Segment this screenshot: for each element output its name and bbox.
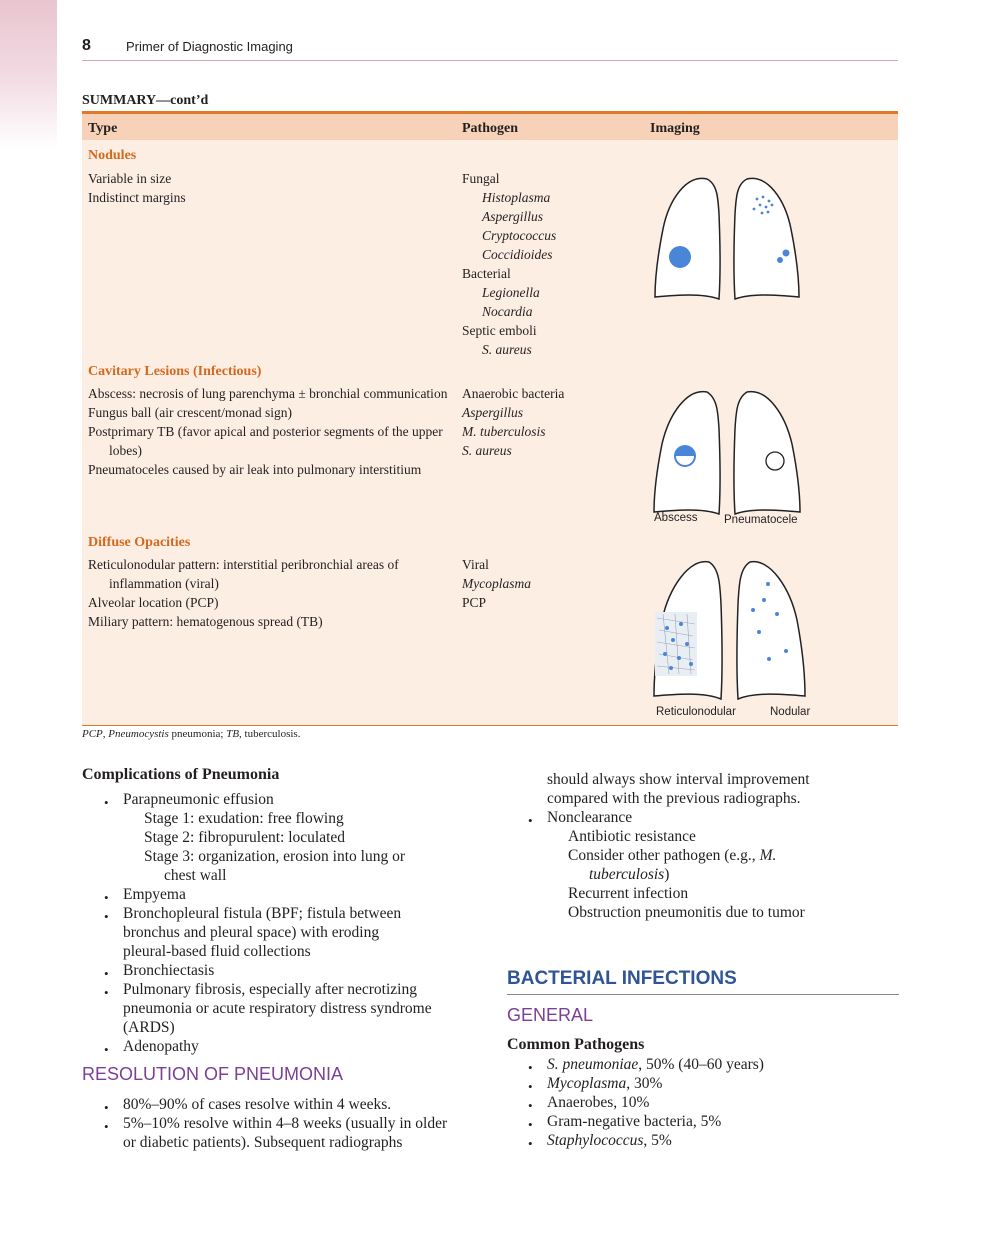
list-item: bronchus and pleural space) with eroding bbox=[123, 924, 380, 941]
nodules-type: Variable in size bbox=[88, 171, 172, 186]
list-item: Stage 3: organization, erosion into lung or bbox=[144, 848, 406, 865]
nodules-type: Indistinct margins bbox=[88, 190, 186, 205]
list-item: Staphylococcus, 5% bbox=[547, 1132, 672, 1149]
list-item: or diabetic patients). Subsequent radiographs bbox=[123, 1134, 403, 1151]
list-item: Anaerobes, 10% bbox=[547, 1094, 650, 1111]
bullet-icon: • bbox=[528, 813, 533, 828]
pathogen: Legionella bbox=[482, 285, 540, 300]
pathogens-block bbox=[507, 1006, 899, 1156]
bullet-icon: • bbox=[528, 1136, 533, 1151]
list-item: Bronchopleural fistula (BPF; fistula between bbox=[123, 905, 402, 922]
list-item: chest wall bbox=[164, 867, 227, 884]
cavitary-type: lobes) bbox=[109, 443, 142, 458]
pathogen: Mycoplasma bbox=[462, 576, 531, 591]
list-item: 5%–10% resolve within 4–8 weeks (usually in older bbox=[123, 1115, 448, 1132]
general-heading: GENERAL bbox=[507, 1005, 594, 1025]
pathogen: Aspergillus bbox=[482, 209, 544, 224]
pathogen: Aspergillus bbox=[462, 405, 524, 420]
label-reticulonodular: Reticulonodular bbox=[656, 706, 736, 718]
list-item: (ARDS) bbox=[123, 1019, 175, 1036]
continued-text: should always show interval improvement bbox=[547, 771, 810, 788]
diffuse-type: Miliary pattern: hematogenous spread (TB) bbox=[88, 614, 323, 629]
section-diffuse-heading: Diffuse Opacities bbox=[88, 535, 191, 550]
bullet-icon: • bbox=[528, 1079, 533, 1094]
bullet-icon: • bbox=[104, 966, 109, 981]
section-nodules-heading: Nodules bbox=[88, 148, 137, 163]
cavitary-type: Postprimary TB (favor apical and posterior segments of the upper bbox=[88, 424, 443, 439]
pathogen: S. aureus bbox=[482, 342, 532, 357]
right-column bbox=[507, 770, 899, 940]
nodules-lung-diagram bbox=[647, 169, 807, 304]
bullet-icon: • bbox=[528, 1117, 533, 1132]
bacterial-infections-heading: BACTERIAL INFECTIONS bbox=[507, 968, 737, 989]
list-item: Pulmonary fibrosis, especially after necrotizing bbox=[123, 981, 417, 998]
list-item: pneumonia or acute respiratory distress syndrome bbox=[123, 1000, 432, 1017]
common-pathogens-heading: Common Pathogens bbox=[507, 1036, 645, 1053]
bullet-icon: • bbox=[104, 1100, 109, 1115]
list-item: 80%–90% of cases resolve within 4 weeks. bbox=[123, 1096, 392, 1113]
diffuse-lung-diagram bbox=[647, 554, 812, 704]
running-title: Primer of Diagnostic Imaging bbox=[126, 39, 293, 54]
continued-text: compared with the previous radiographs. bbox=[547, 790, 801, 807]
page-number: 8 bbox=[82, 37, 91, 54]
bullet-icon: • bbox=[104, 890, 109, 905]
col-header-type: Type bbox=[88, 121, 118, 136]
left-column bbox=[82, 765, 482, 1165]
pathogen: Cryptococcus bbox=[482, 228, 557, 243]
list-item: Nonclearance bbox=[547, 809, 633, 826]
pathogen: S. aureus bbox=[462, 443, 512, 458]
col-header-pathogen: Pathogen bbox=[462, 121, 518, 136]
pathogen: Anaerobic bacteria bbox=[462, 386, 565, 401]
complications-heading: Complications of Pneumonia bbox=[82, 766, 280, 783]
label-nodular: Nodular bbox=[770, 706, 811, 718]
pathogen: Nocardia bbox=[482, 304, 533, 319]
section-rule bbox=[507, 994, 899, 995]
diffuse-type: Alveolar location (PCP) bbox=[88, 595, 219, 610]
table-header-row bbox=[82, 114, 898, 140]
diffuse-type: Reticulonodular pattern: interstitial peribronchial areas of bbox=[88, 557, 399, 572]
bullet-icon: • bbox=[528, 1098, 533, 1113]
list-item: Obstruction pneumonitis due to tumor bbox=[568, 904, 805, 921]
list-item: S. pneumoniae, 50% (40–60 years) bbox=[547, 1056, 764, 1073]
label-pneumatocele: Pneumatocele bbox=[724, 514, 798, 526]
list-item: Stage 2: fibropurulent: loculated bbox=[144, 829, 346, 846]
pathogen: Septic emboli bbox=[462, 323, 537, 338]
list-item: Gram-negative bacteria, 5% bbox=[547, 1113, 722, 1130]
list-item: Consider other pathogen (e.g., M. bbox=[568, 847, 777, 864]
list-item: Recurrent infection bbox=[568, 885, 689, 902]
pathogen: Bacterial bbox=[462, 266, 511, 281]
bullet-icon: • bbox=[528, 1060, 533, 1075]
list-item: Parapneumonic effusion bbox=[123, 791, 274, 808]
table-footnote: PCP, Pneumocystis pneumonia; TB, tuberculosis. bbox=[82, 728, 301, 740]
pathogen: Fungal bbox=[462, 171, 500, 186]
bullet-icon: • bbox=[104, 1042, 109, 1057]
bullet-icon: • bbox=[104, 909, 109, 924]
pathogen: M. tuberculosis bbox=[462, 424, 546, 439]
list-item: Mycoplasma, 30% bbox=[547, 1075, 663, 1092]
diffuse-type: inflammation (viral) bbox=[109, 576, 219, 591]
list-item: Empyema bbox=[123, 886, 186, 903]
cavitary-type: Abscess: necrosis of lung parenchyma ± bronchial communication bbox=[88, 386, 448, 401]
bullet-icon: • bbox=[104, 985, 109, 1000]
list-item: Antibiotic resistance bbox=[568, 828, 696, 845]
summary-title: SUMMARY—cont’d bbox=[82, 93, 209, 108]
list-item: pleural-based fluid collections bbox=[123, 943, 311, 960]
pathogen: Coccidioides bbox=[482, 247, 553, 262]
pathogen: PCP bbox=[462, 595, 487, 610]
bullet-icon: • bbox=[104, 1119, 109, 1134]
cavitary-lung-diagram bbox=[647, 384, 807, 519]
pathogen: Histoplasma bbox=[482, 190, 551, 205]
page-corner-tab bbox=[0, 0, 57, 150]
header-rule bbox=[82, 60, 898, 61]
list-item: Adenopathy bbox=[123, 1038, 199, 1055]
cavitary-type: Fungus ball (air crescent/monad sign) bbox=[88, 405, 292, 420]
pathogen: Viral bbox=[462, 557, 489, 572]
list-item: Bronchiectasis bbox=[123, 962, 215, 979]
summary-table bbox=[82, 111, 898, 726]
list-item: tuberculosis) bbox=[589, 866, 670, 883]
resolution-heading: RESOLUTION OF PNEUMONIA bbox=[82, 1064, 344, 1084]
bullet-icon: • bbox=[104, 795, 109, 810]
section-cavitary-heading: Cavitary Lesions (Infectious) bbox=[88, 364, 262, 379]
col-header-imaging: Imaging bbox=[650, 121, 700, 136]
cavitary-type: Pneumatoceles caused by air leak into pulmonary interstitium bbox=[88, 462, 422, 477]
list-item: Stage 1: exudation: free flowing bbox=[144, 810, 344, 827]
label-abscess: Abscess bbox=[654, 512, 698, 524]
